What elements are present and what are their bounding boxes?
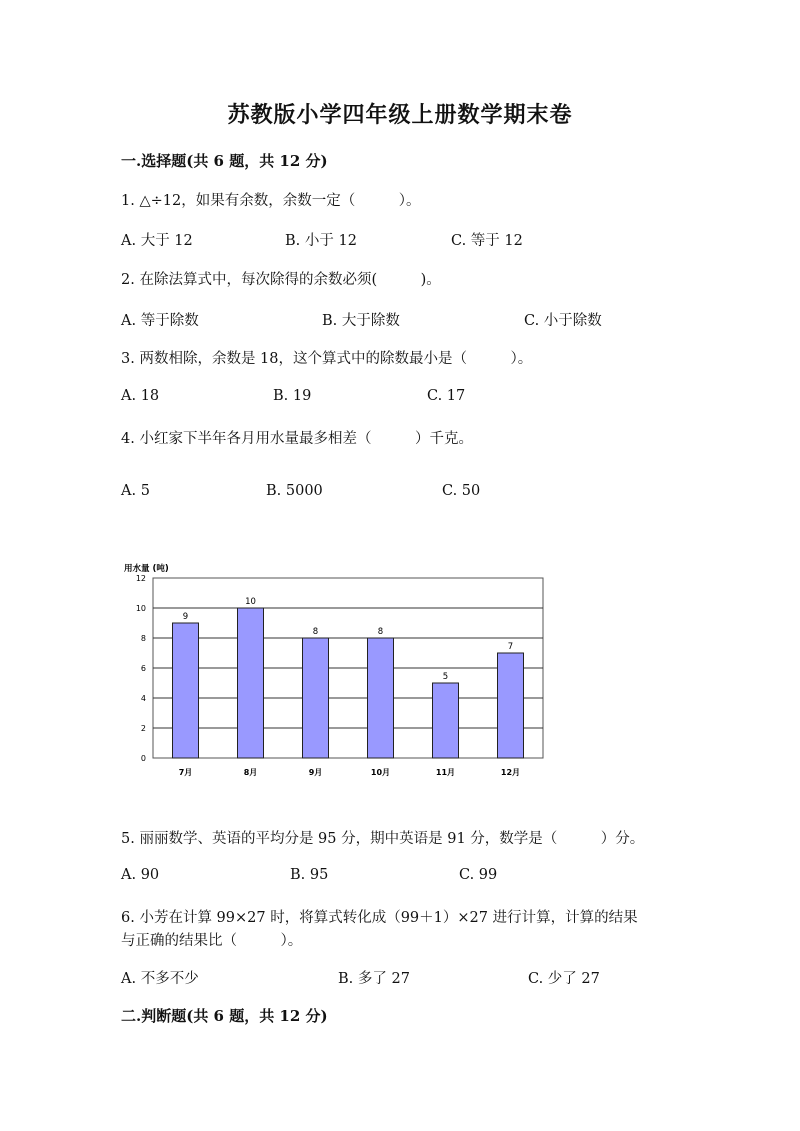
q4-option-c: C. 50 (442, 483, 481, 499)
chart-data-label: 5 (442, 672, 449, 682)
chart-y-tick-label: 12 (135, 574, 146, 583)
chart-y-tick-label: 4 (140, 694, 146, 703)
question-5: 5. 丽丽数学、英语的平均分是 95 分，期中英语是 91 分，数学是（ ）分。 (121, 831, 645, 847)
question-1: 1. △÷12，如果有余数，余数一定（ ）。 (121, 193, 421, 209)
q5-option-a: A. 90 (121, 867, 160, 883)
q3-option-a: A. 18 (121, 388, 160, 404)
chart-x-tick-label: 9月 (308, 768, 323, 777)
section-heading-choice: 一.选择题(共 6 题，共 12 分) (121, 152, 328, 170)
chart-data-label: 8 (312, 627, 319, 637)
chart-bar (173, 623, 199, 758)
water-usage-bar-chart (110, 555, 560, 785)
page-title: 苏教版小学四年级上册数学期末卷 (227, 102, 573, 128)
chart-y-tick-label: 10 (135, 604, 146, 613)
question-6-line-1: 6. 小芳在计算 99×27 时，将算式转化成（99＋1）×27 进行计算，计算的结果 (121, 910, 638, 926)
question-3: 3. 两数相除，余数是 18，这个算式中的除数最小是（ ）。 (121, 351, 533, 367)
q6-option-c: C. 少了 27 (528, 971, 600, 987)
chart-bar (433, 683, 459, 758)
q1-option-c: C. 等于 12 (451, 233, 523, 249)
q2-option-a: A. 等于除数 (121, 313, 199, 329)
q6-option-b: B. 多了 27 (338, 971, 410, 987)
q5-option-c: C. 99 (459, 867, 498, 883)
q5-option-b: B. 95 (290, 867, 329, 883)
q4-option-b: B. 5000 (266, 483, 323, 499)
chart-data-label: 8 (377, 627, 384, 637)
section-heading-judgement: 二.判断题(共 6 题，共 12 分) (121, 1007, 328, 1025)
chart-bar (368, 638, 394, 758)
chart-bar (303, 638, 329, 758)
chart-data-label: 7 (507, 642, 514, 652)
chart-x-tick-label: 10月 (370, 768, 391, 777)
q6-option-a: A. 不多不少 (121, 971, 199, 987)
chart-x-tick-label: 8月 (243, 768, 258, 777)
q2-option-c: C. 小于除数 (524, 313, 602, 329)
chart-y-tick-label: 2 (140, 724, 146, 733)
chart-bar (498, 653, 524, 758)
chart-data-label: 9 (182, 612, 189, 622)
question-2: 2. 在除法算式中，每次除得的余数必须( )。 (121, 272, 441, 288)
q1-option-a: A. 大于 12 (121, 233, 193, 249)
chart-y-axis-label: 用水量 (吨) (124, 564, 169, 574)
question-4: 4. 小红家下半年各月用水量最多相差（ ）千克。 (121, 431, 473, 447)
question-6-line-2: 与正确的结果比（ ）。 (121, 933, 303, 949)
chart-y-tick-label: 6 (140, 664, 146, 673)
chart-x-tick-label: 7月 (178, 768, 193, 777)
q2-option-b: B. 大于除数 (322, 313, 400, 329)
chart-y-tick-label: 8 (140, 634, 146, 643)
chart-bar (238, 608, 264, 758)
chart-y-tick-label: 0 (140, 754, 146, 763)
q3-option-c: C. 17 (427, 388, 466, 404)
chart-x-tick-label: 11月 (435, 768, 456, 777)
q3-option-b: B. 19 (273, 388, 312, 404)
q4-option-a: A. 5 (121, 483, 150, 499)
chart-data-label: 10 (245, 597, 256, 607)
chart-x-tick-label: 12月 (500, 768, 521, 777)
q1-option-b: B. 小于 12 (285, 233, 357, 249)
